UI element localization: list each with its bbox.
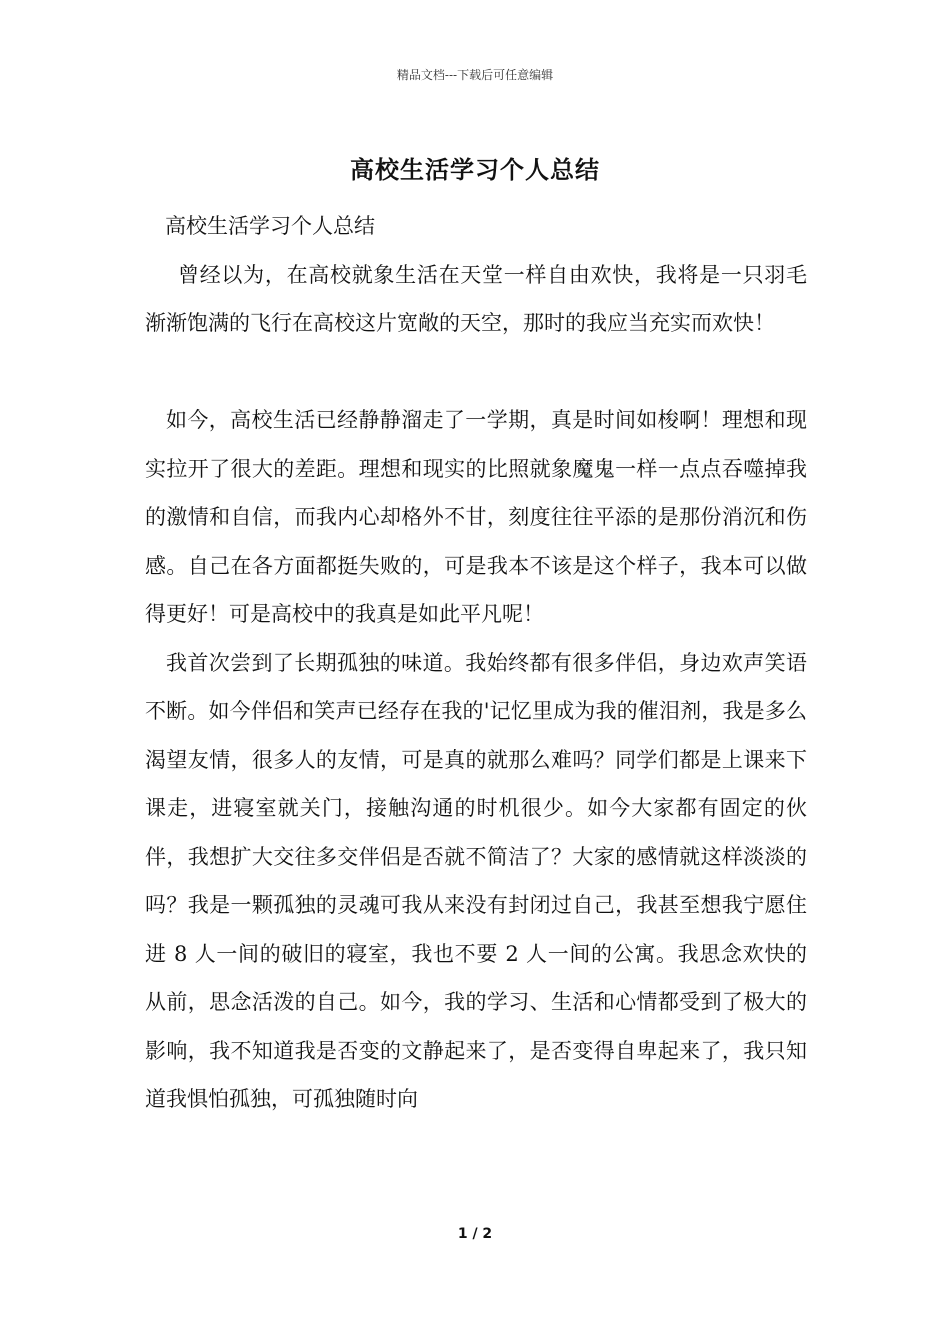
document-subtitle: 高校生活学习个人总结	[165, 214, 375, 238]
paragraph-3: 我首次尝到了长期孤独的味道。我始终都有很多伴侣，身边欢声笑语不断。如今伴侣和笑声已经存在我的'记忆里成为我的催泪剂，我是多么渴望友情，很多人的友情，可是真的就那么难吗？同学们都是上课来下课走，进寝室就关门，接触沟通的时机很少。如今大家都有固定的伙伴，我想扩大交往多交伴侣是否就不简洁了？大家的感情就这样淡淡的吗？我是一颗孤独的灵魂可我从来没有封闭过自己，我甚至想我宁愿住进 8 人一间的破旧的寝室，我也不要 2 人一间的公寓。我思念欢快的从前，思念活泼的自己。如今，我的学习、生活和心情都受到了极大的影响，我不知道我是否变的文静起来了，是否变得自卑起来了，我只知道我惧怕孤独，可孤独随时向	[145, 650, 807, 1111]
blank-line	[145, 348, 807, 397]
page-header-note: 精品文档---下载后可任意编辑	[396, 68, 554, 82]
document-body	[145, 202, 807, 1124]
paragraph-2: 如今，高校生活已经静静溜走了一学期，真是时间如梭啊！理想和现实拉开了很大的差距。理想和现实的比照就象魔鬼一样一点点吞噬掉我的激情和自信，而我内心却格外不甘，刻度往往平添的是那份消沉和伤感。自己在各方面都挺失败的，可是我本不该是这个样子，我本可以做得更好！可是高校中的我真是如此平凡呢！	[145, 408, 807, 626]
document-title: 高校生活学习个人总结	[350, 155, 600, 184]
page-number: 1 / 2	[457, 1226, 493, 1242]
paragraph-1: 曾经以为，在高校就象生活在天堂一样自由欢快，我将是一只羽毛渐渐饱满的飞行在高校这片宽敞的天空，那时的我应当充实而欢快！	[145, 262, 807, 335]
